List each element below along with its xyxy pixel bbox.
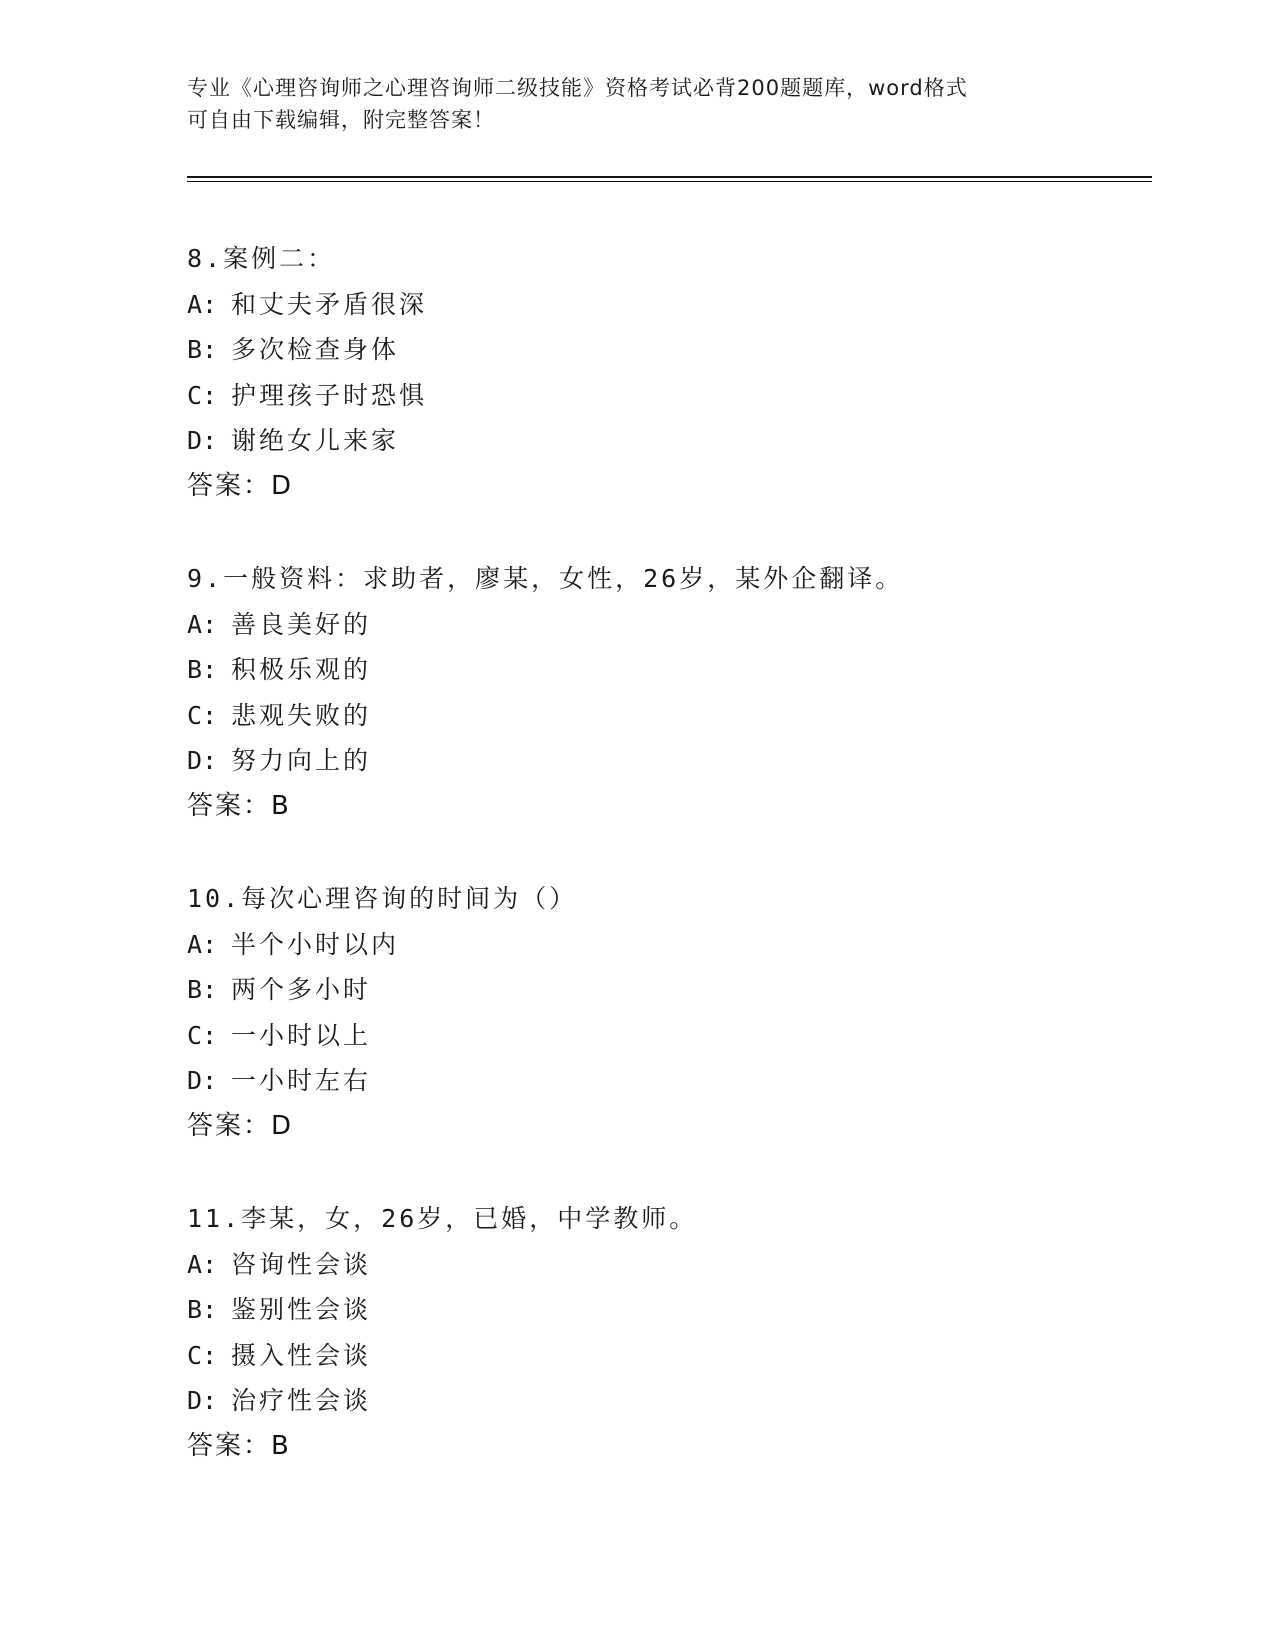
option-letter: D: (187, 746, 218, 775)
option-text: 谢绝女儿来家 (231, 426, 400, 455)
answer-line: 答案：D (187, 1110, 294, 1141)
question-9 (187, 556, 1147, 876)
option-letter: D: (187, 1386, 218, 1415)
option-text: 多次检查身体 (231, 335, 400, 364)
option-letter: C: (187, 1020, 218, 1050)
option-text: 半个小时以内 (231, 929, 400, 959)
option-letter: C: (187, 1340, 218, 1370)
option-letter: A: (187, 289, 218, 319)
question-8 (187, 236, 1147, 556)
header-line-2: 可自由下载编辑，附完整答案！ (187, 108, 495, 132)
option-d (187, 1378, 1147, 1424)
option-text: 摄入性会谈 (231, 1340, 372, 1370)
option-letter: B: (187, 335, 218, 364)
option-d (187, 418, 1147, 464)
option-letter: A: (187, 1249, 218, 1279)
option-a (187, 922, 1147, 968)
option-a (187, 1242, 1147, 1288)
option-letter: B: (187, 975, 218, 1004)
option-b (187, 647, 1147, 693)
question-stem: 8.案例二： (187, 244, 336, 273)
option-letter: B: (187, 655, 218, 684)
option-text: 积极乐观的 (231, 655, 372, 684)
question-10 (187, 876, 1147, 1196)
option-text: 护理孩子时恐惧 (231, 380, 428, 410)
option-d (187, 738, 1147, 784)
option-letter: C: (187, 380, 218, 410)
option-text: 努力向上的 (231, 746, 372, 775)
option-text: 善良美好的 (231, 609, 372, 639)
option-c (187, 1333, 1147, 1379)
option-b (187, 1287, 1147, 1333)
option-text: 咨询性会谈 (231, 1249, 372, 1279)
option-letter: C: (187, 700, 218, 730)
option-c (187, 373, 1147, 419)
option-text: 鉴别性会谈 (231, 1295, 372, 1324)
option-b (187, 967, 1147, 1013)
document-header (187, 72, 1087, 136)
option-text: 一小时左右 (231, 1066, 372, 1095)
question-list (187, 236, 1147, 1516)
option-a (187, 602, 1147, 648)
answer-line: 答案：B (187, 1430, 291, 1461)
question-stem: 10.每次心理咨询的时间为（） (187, 884, 578, 913)
option-text: 一小时以上 (231, 1020, 372, 1050)
option-letter: B: (187, 1295, 218, 1324)
option-c (187, 693, 1147, 739)
option-c (187, 1013, 1147, 1059)
answer-line: 答案：B (187, 790, 291, 821)
option-text: 治疗性会谈 (231, 1386, 372, 1415)
option-b (187, 327, 1147, 373)
option-letter: D: (187, 1066, 218, 1095)
option-letter: A: (187, 929, 218, 959)
header-divider-thick (187, 176, 1152, 178)
header-divider-thin (187, 181, 1152, 182)
option-a (187, 282, 1147, 328)
option-d (187, 1058, 1147, 1104)
question-stem: 11.李某，女，26岁，已婚，中学教师。 (187, 1204, 698, 1233)
answer-line: 答案：D (187, 470, 294, 501)
question-11 (187, 1196, 1147, 1516)
option-text: 悲观失败的 (231, 700, 372, 730)
option-text: 两个多小时 (231, 975, 372, 1004)
option-text: 和丈夫矛盾很深 (231, 289, 428, 319)
option-letter: A: (187, 609, 218, 639)
header-line-1: 专业《心理咨询师之心理咨询师二级技能》资格考试必背200题题库，word格式 (187, 76, 968, 100)
option-letter: D: (187, 426, 218, 455)
question-stem: 9.一般资料：求助者，廖某，女性，26岁，某外企翻译。 (187, 564, 904, 593)
